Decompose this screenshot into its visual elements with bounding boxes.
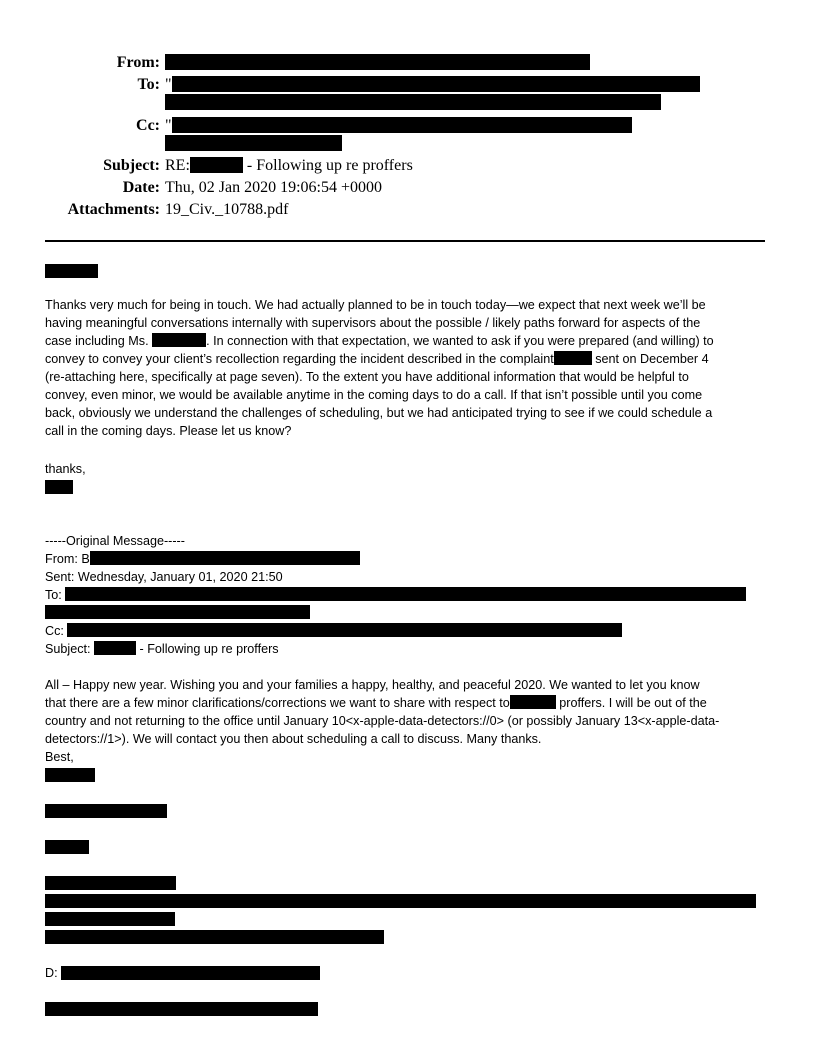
text-line: (re-attaching here, specifically at page seven). To the extent you have additional information that would be helpful to [45, 370, 689, 384]
text-line: that there are a few minor clarifications/corrections we want to share with respect to proffers. I will be out of the [45, 696, 707, 710]
attachment-link[interactable]: 19_Civ._10788.pdf [165, 201, 289, 218]
redaction [45, 930, 384, 944]
attachments-label: Attachments: [67, 201, 160, 218]
cc-value: " [165, 117, 632, 135]
redaction [90, 551, 360, 565]
text-line: convey to convey your client’s recollection regarding the incident described in the complaint sent on December 4 [45, 352, 709, 366]
date-label: Date: [122, 179, 160, 196]
text-line: detectors://1>). We will contact you then about scheduling a call to discuss. Many thanks. [45, 732, 542, 746]
redaction [45, 264, 98, 278]
redaction [45, 480, 73, 494]
original-divider: -----Original Message----- [45, 534, 185, 548]
from-label: From: [116, 54, 160, 71]
redaction [45, 840, 89, 854]
d-line: D: [45, 966, 58, 980]
redaction [554, 351, 592, 365]
reply-body [45, 296, 775, 440]
original-message-header [45, 532, 775, 658]
redaction [510, 695, 556, 709]
redaction [45, 894, 756, 908]
redaction [65, 587, 746, 601]
redaction [61, 966, 320, 980]
redaction [45, 876, 176, 890]
original-body [45, 676, 775, 766]
cc-label: Cc: [136, 117, 160, 134]
text-line: All – Happy new year. Wishing you and your families a happy, healthy, and peaceful 2020. We wanted to let you know [45, 678, 700, 692]
redaction [45, 605, 310, 619]
redaction [152, 333, 206, 347]
best-signoff: Best, [45, 750, 74, 764]
signoff: thanks, [45, 462, 86, 476]
text-line: call in the coming days. Please let us know? [45, 424, 292, 438]
redaction [165, 54, 590, 70]
original-to: To: [45, 586, 775, 604]
redaction [165, 94, 661, 110]
redaction [67, 623, 622, 637]
redaction [45, 1002, 318, 1016]
text-line: case including Ms. . In connection with that expectation, we wanted to ask if you were prepared (and willing) to [45, 334, 714, 348]
text-line: country and not returning to the office until January 10<x-apple-data-detectors://0> (or possibly January 13<x-apple-data- [45, 714, 720, 728]
text-line: Thanks very much for being in touch. We had actually planned to be in touch today—we expect that next week we’ll be [45, 298, 706, 312]
redaction [45, 912, 175, 926]
redaction [190, 157, 243, 173]
redaction [45, 768, 95, 782]
original-cc: Cc: [45, 622, 775, 640]
redaction [172, 117, 632, 133]
text-line: convey, even minor, we would be available anytime in the coming days to do a call. If that isn’t possible until you come [45, 388, 703, 402]
original-sent: Sent: Wednesday, January 01, 2020 21:50 [45, 570, 283, 584]
to-value: " [165, 76, 700, 94]
header-divider [45, 240, 765, 242]
redaction [172, 76, 700, 92]
original-subject: Subject: - Following up re proffers [45, 642, 279, 656]
text-line: having meaningful conversations internally with supervisors about the possible / likely paths forward for aspects of the [45, 316, 701, 330]
original-to-cont [45, 604, 775, 622]
redaction [45, 804, 167, 818]
to-label: To: [137, 76, 160, 93]
original-from: From: B [45, 550, 775, 568]
subject-label: Subject: [103, 157, 160, 174]
text-line: back, obviously we understand the challenges of scheduling, but we had anticipated trying to see if we could schedule a [45, 406, 713, 420]
date-value: Thu, 02 Jan 2020 19:06:54 +0000 [165, 179, 383, 196]
from-value [165, 54, 590, 72]
subject-value: RE: - Following up re proffers [165, 157, 413, 174]
redaction [94, 641, 136, 655]
redaction [165, 135, 342, 151]
